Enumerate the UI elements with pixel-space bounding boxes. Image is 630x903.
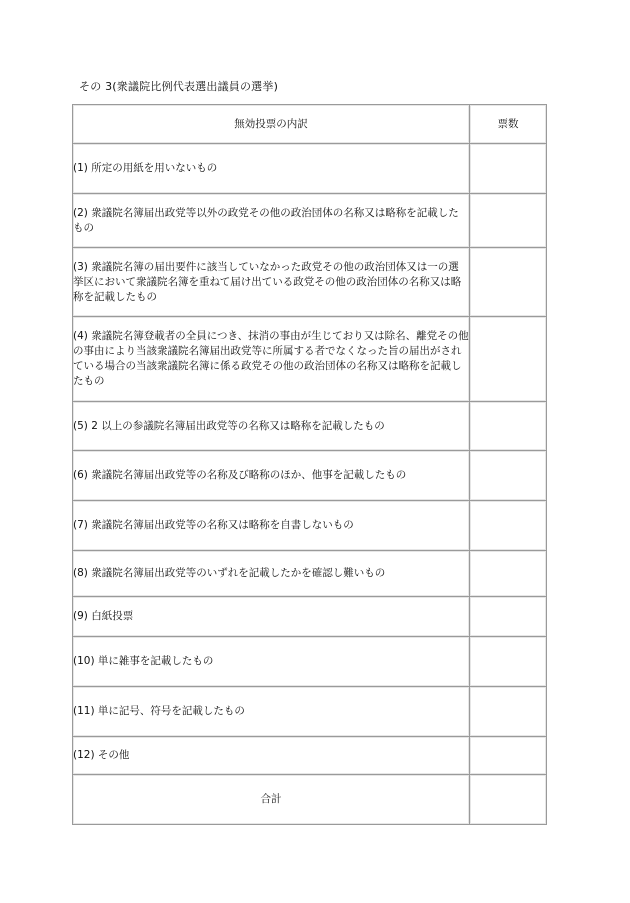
form-caption: その 3(衆議院比例代表選出議員の選挙)	[79, 80, 279, 93]
table-row	[73, 144, 547, 194]
header-reason: 無効投票の内訳	[73, 105, 470, 144]
total-row	[73, 775, 547, 825]
row-count-cell[interactable]	[470, 402, 547, 451]
table-row	[73, 402, 547, 451]
row-label: (3) 衆議院名簿の届出要件に該当していなかった政党その他の政治団体又は一の選挙区において衆議院名簿を重ねて届け出ている政党その他の政治団体の名称又は略称を記載したもの	[73, 248, 470, 317]
row-label: (5) 2 以上の参議院名簿届出政党等の名称又は略称を記載したもの	[73, 402, 470, 451]
table-row	[73, 451, 547, 501]
row-label: (1) 所定の用紙を用いないもの	[73, 144, 470, 194]
table-row	[73, 317, 547, 402]
row-label: (12) その他	[73, 737, 470, 775]
table-row	[73, 637, 547, 687]
row-count-cell[interactable]	[470, 451, 547, 501]
row-count-cell[interactable]	[470, 248, 547, 317]
row-count-cell[interactable]	[470, 637, 547, 687]
row-label: (6) 衆議院名簿届出政党等の名称及び略称のほか、他事を記載したもの	[73, 451, 470, 501]
table-row	[73, 248, 547, 317]
table-row	[73, 551, 547, 597]
invalid-votes-table	[72, 104, 547, 825]
row-label: (10) 単に雑事を記載したもの	[73, 637, 470, 687]
total-label: 合計	[73, 775, 470, 825]
total-count-cell[interactable]	[470, 775, 547, 825]
row-count-cell[interactable]	[470, 501, 547, 551]
row-count-cell[interactable]	[470, 144, 547, 194]
table-row	[73, 737, 547, 775]
row-label: (7) 衆議院名簿届出政党等の名称又は略称を自書しないもの	[73, 501, 470, 551]
table-row	[73, 687, 547, 737]
header-count: 票数	[470, 105, 547, 144]
row-count-cell[interactable]	[470, 687, 547, 737]
table-row	[73, 597, 547, 637]
row-count-cell[interactable]	[470, 597, 547, 637]
row-label: (11) 単に記号、符号を記載したもの	[73, 687, 470, 737]
row-label: (2) 衆議院名簿届出政党等以外の政党その他の政治団体の名称又は略称を記載したもの	[73, 194, 470, 248]
table-header-row	[73, 105, 547, 144]
row-count-cell[interactable]	[470, 551, 547, 597]
row-label: (4) 衆議院名簿登載者の全員につき、抹消の事由が生じており又は除名、離党その他の事由により当該衆議院名簿届出政党等に所属する者でなくなった旨の届出がされている場合の当該衆議院名簿に係る政党その他の政治団体の名称又は略称を記載したもの	[73, 317, 470, 402]
row-count-cell[interactable]	[470, 194, 547, 248]
row-label: (8) 衆議院名簿届出政党等のいずれを記載したかを確認し難いもの	[73, 551, 470, 597]
row-label: (9) 白紙投票	[73, 597, 470, 637]
table-row	[73, 194, 547, 248]
row-count-cell[interactable]	[470, 737, 547, 775]
table-row	[73, 501, 547, 551]
row-count-cell[interactable]	[470, 317, 547, 402]
